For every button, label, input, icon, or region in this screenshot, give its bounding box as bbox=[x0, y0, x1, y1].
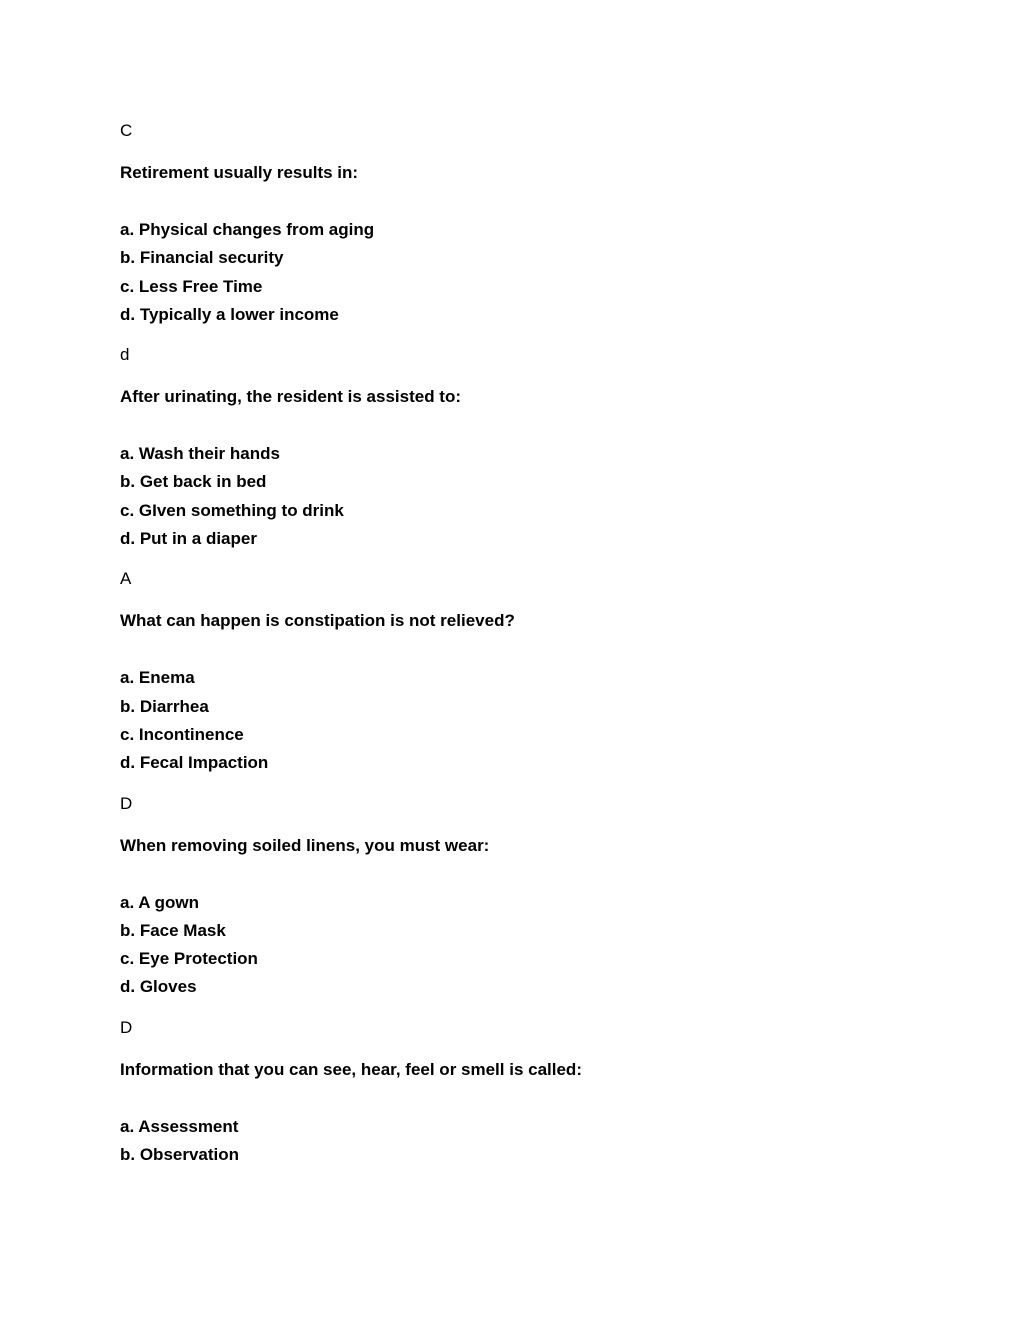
option-list bbox=[120, 664, 920, 777]
quiz-item bbox=[120, 342, 920, 553]
quiz-item bbox=[120, 566, 920, 777]
option-item: d. Gloves bbox=[120, 977, 197, 997]
question-text: What can happen is constipation is not relieved? bbox=[120, 611, 515, 631]
option-item: b. Observation bbox=[120, 1145, 240, 1165]
option-item: c. Eye Protection bbox=[120, 949, 258, 969]
option-item: a. Enema bbox=[120, 668, 195, 688]
quiz-item bbox=[120, 118, 920, 329]
option-item: a. A gown bbox=[120, 892, 200, 912]
answer-key: C bbox=[120, 121, 133, 140]
option-item: a. Physical changes from aging bbox=[120, 220, 375, 239]
option-item: c. Less Free Time bbox=[120, 276, 263, 296]
quiz-item bbox=[120, 791, 920, 1002]
option-item: c. Incontinence bbox=[120, 724, 244, 744]
answer-key: D bbox=[120, 793, 133, 813]
option-list bbox=[120, 440, 920, 553]
answer-key: D bbox=[120, 1017, 133, 1037]
option-item: d. Typically a lower income bbox=[120, 304, 339, 324]
question-text: Information that you can see, hear, feel or smell is called: bbox=[120, 1059, 582, 1079]
question-text: After urinating, the resident is assisted to: bbox=[120, 387, 462, 407]
answer-key: A bbox=[120, 569, 132, 589]
option-list bbox=[120, 1113, 920, 1170]
option-item: b. Diarrhea bbox=[120, 696, 209, 716]
option-item: d. Fecal Impaction bbox=[120, 753, 269, 773]
document-page bbox=[120, 118, 920, 1182]
option-item: b. Financial security bbox=[120, 248, 284, 268]
option-list bbox=[120, 889, 920, 1002]
question-text: Retirement usually results in: bbox=[120, 163, 359, 182]
option-item: c. GIven something to drink bbox=[120, 500, 344, 520]
question-text: When removing soiled linens, you must wear: bbox=[120, 835, 490, 855]
option-item: d. Put in a diaper bbox=[120, 529, 257, 549]
answer-key: d bbox=[120, 345, 130, 365]
quiz-item bbox=[120, 1015, 920, 1170]
option-item: a. Wash their hands bbox=[120, 444, 280, 464]
option-item: b. Get back in bed bbox=[120, 472, 267, 492]
option-list bbox=[120, 216, 920, 329]
option-item: b. Face Mask bbox=[120, 920, 226, 940]
option-item: a. Assessment bbox=[120, 1116, 239, 1136]
